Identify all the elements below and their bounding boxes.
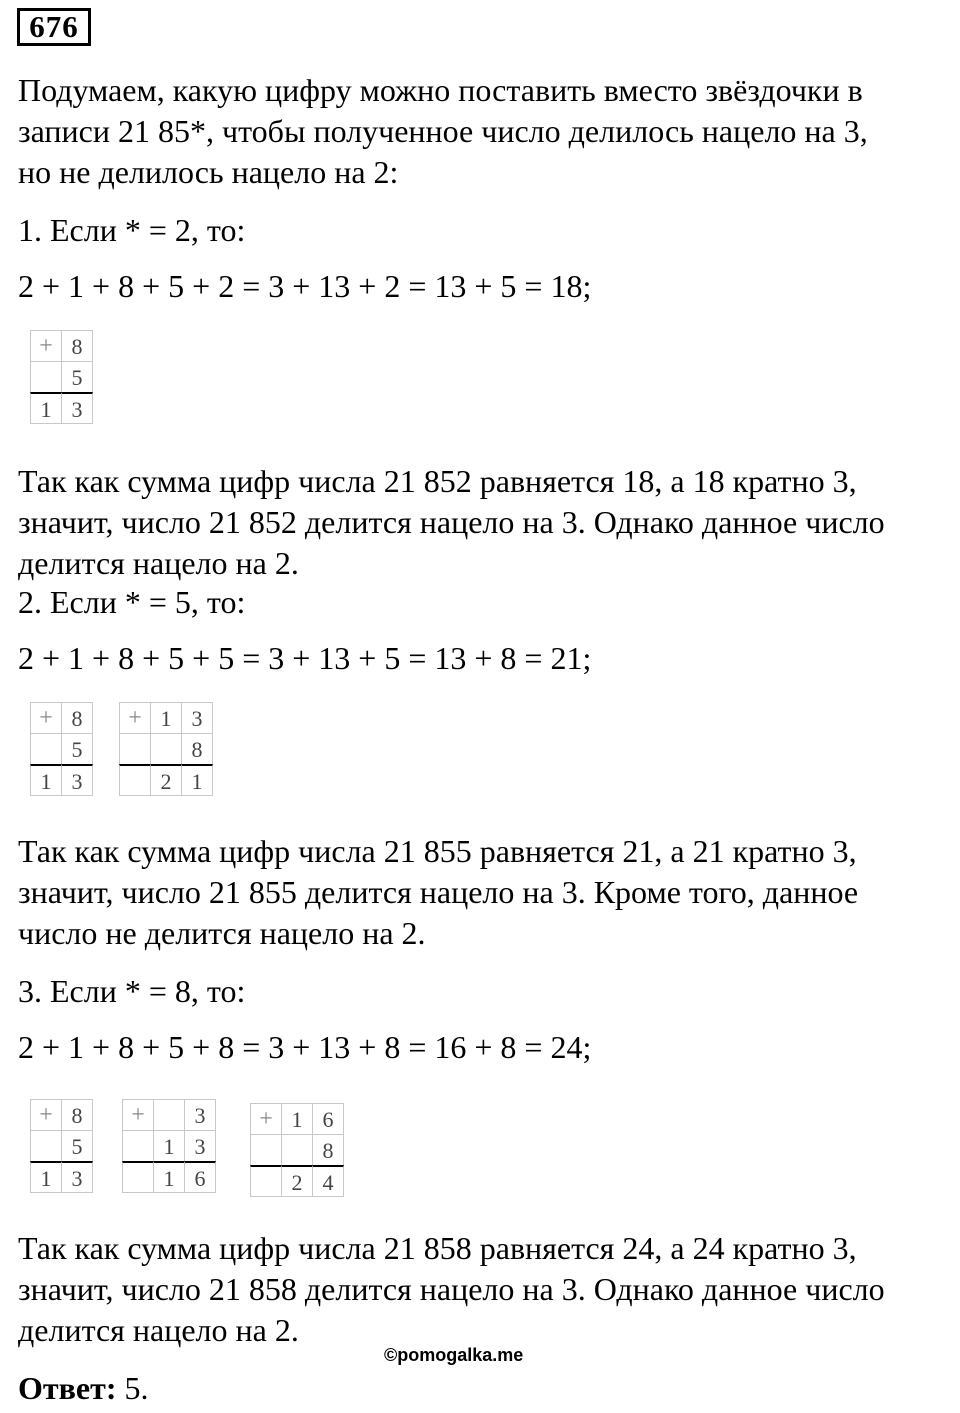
digit-cell: 5 — [61, 733, 93, 765]
digit-cell: 8 — [312, 1134, 344, 1166]
plus-sign: + — [30, 330, 62, 362]
empty-cell — [30, 1130, 62, 1162]
digit-cell: 8 — [61, 702, 93, 734]
sum-digit-cell: 4 — [312, 1165, 344, 1197]
answer-value: 5. — [116, 1370, 149, 1406]
digit-cell: 8 — [61, 330, 93, 362]
digit-cell: 5 — [61, 361, 93, 393]
answer-label: Ответ: — [18, 1370, 117, 1406]
plus-sign: + — [250, 1103, 282, 1135]
case2-heading: 2. Если * = 5, то: — [18, 584, 246, 620]
empty-cell — [122, 1130, 154, 1162]
column-addition-3-13 — [123, 1100, 216, 1193]
plus-sign: + — [119, 702, 151, 734]
sum-digit-cell: 1 — [181, 764, 213, 796]
case3-conclusion-1: Так как сумма цифр числа 21 858 равняется 24, а 24 кратно 3, — [18, 1230, 857, 1266]
sum-digit-cell: 2 — [150, 764, 182, 796]
plus-sign: + — [30, 702, 62, 734]
digit-cell: 3 — [184, 1130, 216, 1162]
digit-cell: 5 — [61, 1130, 93, 1162]
empty-cell — [119, 764, 151, 796]
case3-heading: 3. Если * = 8, то: — [18, 973, 246, 1009]
sum-digit-cell: 3 — [61, 764, 93, 796]
digit-cell: 1 — [153, 1130, 185, 1162]
case1-equation: 2 + 1 + 8 + 5 + 2 = 3 + 13 + 2 = 13 + 5 = 18; — [18, 268, 592, 304]
empty-cell — [250, 1165, 282, 1197]
sum-digit-cell: 1 — [30, 1161, 62, 1193]
intro-line-2: записи 21 85*, чтобы полученное число делилось нацело на 3, — [18, 113, 868, 149]
column-addition-8-5 — [31, 703, 93, 796]
digit-cell: 8 — [61, 1099, 93, 1131]
sum-digit-cell: 2 — [281, 1165, 313, 1197]
case2-conclusion-1: Так как сумма цифр числа 21 855 равняется 21, а 21 кратно 3, — [18, 833, 857, 869]
digit-cell: 6 — [312, 1103, 344, 1135]
case1-conclusion-2: значит, число 21 852 делится нацело на 3. Однако данное число — [18, 504, 885, 540]
case1-heading: 1. Если * = 2, то: — [18, 212, 246, 248]
plus-sign: + — [122, 1099, 154, 1131]
case3-conclusion-3: делится нацело на 2. — [18, 1312, 299, 1348]
case3-equation: 2 + 1 + 8 + 5 + 8 = 3 + 13 + 8 = 16 + 8 = 24; — [18, 1029, 592, 1065]
intro-line-1: Подумаем, какую цифру можно поставить вместо звёздочки в — [18, 72, 863, 108]
column-addition-13-8 — [120, 703, 213, 796]
digit-cell: 3 — [184, 1099, 216, 1131]
digit-cell: 3 — [181, 702, 213, 734]
empty-cell — [250, 1134, 282, 1166]
column-addition-8-5 — [31, 331, 93, 424]
watermark: ©pomogalka.me — [384, 1345, 524, 1365]
sum-digit-cell: 1 — [153, 1161, 185, 1193]
case2-equation: 2 + 1 + 8 + 5 + 5 = 3 + 13 + 5 = 13 + 8 = 21; — [18, 640, 592, 676]
empty-cell — [153, 1099, 185, 1131]
case3-conclusion-2: значит, число 21 858 делится нацело на 3. Однако данное число — [18, 1271, 885, 1307]
sum-digit-cell: 3 — [61, 392, 93, 424]
digit-cell: 8 — [181, 733, 213, 765]
case2-conclusion-3: число не делится нацело на 2. — [18, 915, 426, 951]
empty-cell — [119, 733, 151, 765]
empty-cell — [30, 361, 62, 393]
digit-cell: 1 — [150, 702, 182, 734]
answer — [18, 1368, 148, 1409]
empty-cell — [281, 1134, 313, 1166]
plus-sign: + — [30, 1099, 62, 1131]
sum-digit-cell: 3 — [61, 1161, 93, 1193]
empty-cell — [150, 733, 182, 765]
task-number: 676 — [17, 8, 91, 46]
intro-line-3: но не делилось нацело на 2: — [18, 154, 399, 190]
digit-cell: 1 — [281, 1103, 313, 1135]
column-addition-8-5 — [31, 1100, 93, 1193]
empty-cell — [30, 733, 62, 765]
case1-conclusion-3: делится нацело на 2. — [18, 545, 299, 581]
sum-digit-cell: 1 — [30, 392, 62, 424]
case2-conclusion-2: значит, число 21 855 делится нацело на 3. Кроме того, данное — [18, 874, 859, 910]
sum-digit-cell: 1 — [30, 764, 62, 796]
sum-digit-cell: 6 — [184, 1161, 216, 1193]
empty-cell — [122, 1161, 154, 1193]
case1-conclusion-1: Так как сумма цифр числа 21 852 равняется 18, а 18 кратно 3, — [18, 463, 857, 499]
column-addition-16-8 — [251, 1104, 344, 1197]
